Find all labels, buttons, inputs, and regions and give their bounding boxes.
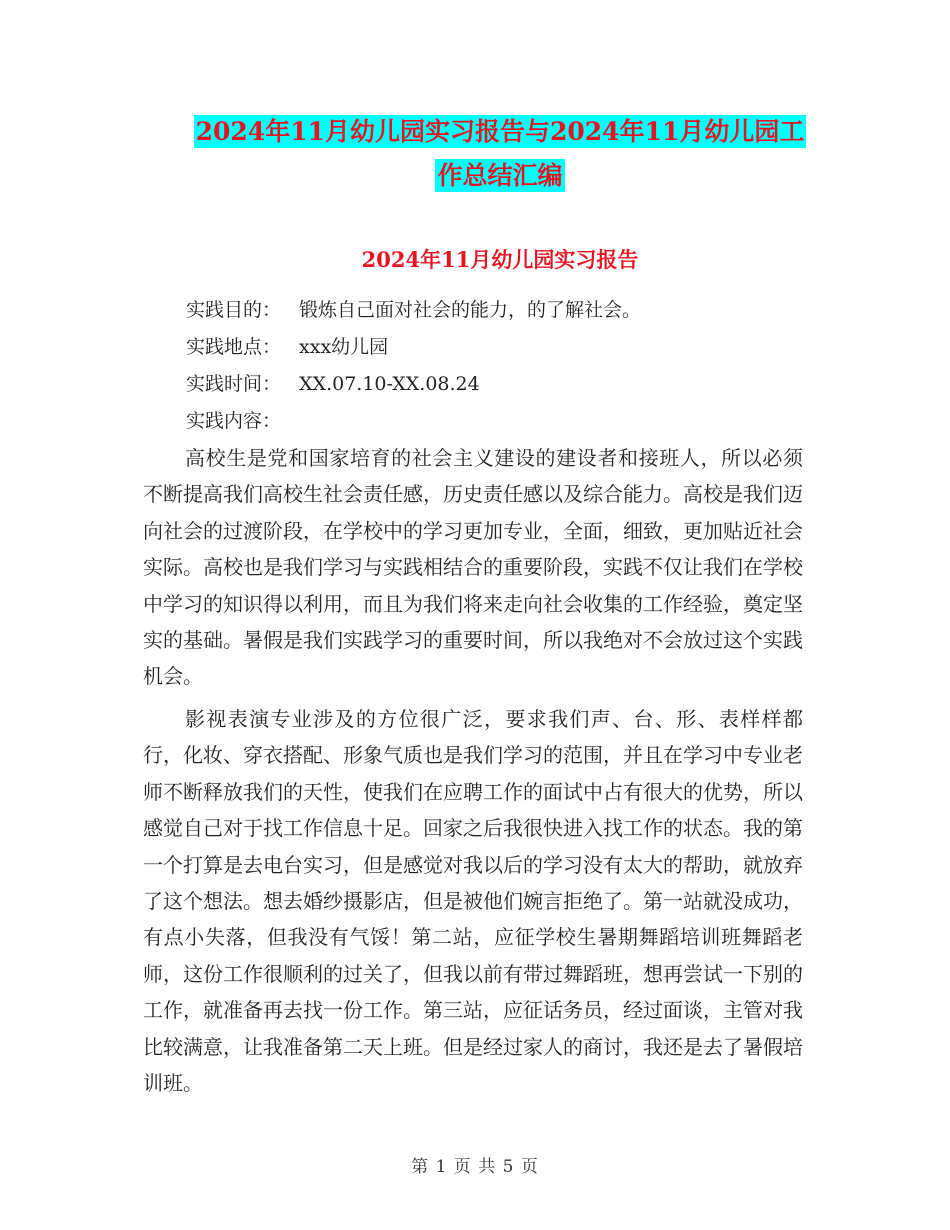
document-title [140, 110, 860, 198]
meta-location [186, 335, 388, 359]
section-title: 2024年11月幼儿园实习报告 [361, 247, 639, 272]
meta-label: 实践地点： [186, 336, 282, 358]
meta-time [186, 372, 480, 396]
meta-label: 实践目的： [186, 299, 282, 321]
meta-value: 锻炼自己面对社会的能力，的了解社会。 [299, 299, 642, 321]
meta-purpose [186, 298, 641, 322]
paragraph-1: 高校生是党和国家培育的社会主义建设的建设者和接班人，所以必须不断提高我们高校生社会责任感，历史责任感以及综合能力。高校是我们迈向社会的过渡阶段，在学校中的学习更加专业，全面，细致，更加贴近社会实际。高校也是我们学习与实践相结合的重要阶段，实践不仅让我们在学校中学习的知识得以利用，而且为我们将来走向社会收集的工作经验，奠定坚实的基础。暑假是我们实践学习的重要时间，所以我绝对不会放过这个实践机会。 [143, 446, 803, 689]
meta-value: XX.07.10-XX.08.24 [299, 373, 480, 395]
meta-value: xxx幼儿园 [299, 336, 389, 358]
paragraph-2: 影视表演专业涉及的方位很广泛，要求我们声、台、形、表样样都行，化妆、穿衣搭配、形象气质也是我们学习的范围，并且在学习中专业老师不断释放我们的天性，使我们在应聘工作的面试中占有很大的优势，所以感觉自己对于找工作信息十足。回家之后我很快进入找工作的状态。我的第一个打算是去电台实习，但是感觉对我以后的学习没有太大的帮助，就放弃了这个想法。想去婚纱摄影店，但是被他们婉言拒绝了。第一站就没成功，有点小失落，但我没有气馁！第二站，应征学校生暑期舞蹈培训班舞蹈老师，这份工作很顺利的过关了，但我以前有带过舞蹈班，想再尝试一下别的工作，就准备再去找一份工作。第三站，应征话务员，经过面谈，主管对我比较满意，让我准备第二天上班。但是经过家人的商讨，我还是去了暑假培训班。 [143, 707, 803, 1096]
meta-label: 实践时间： [186, 373, 282, 395]
document-title-line-2: 作总结汇编 [437, 161, 563, 190]
page-number: 第 1 页 共 5 页 [411, 1157, 539, 1177]
meta-label: 实践内容： [186, 410, 282, 432]
meta-content [186, 409, 299, 433]
document-title-line-1: 2024年11月幼儿园实习报告与2024年11月幼儿园工 [195, 117, 805, 146]
